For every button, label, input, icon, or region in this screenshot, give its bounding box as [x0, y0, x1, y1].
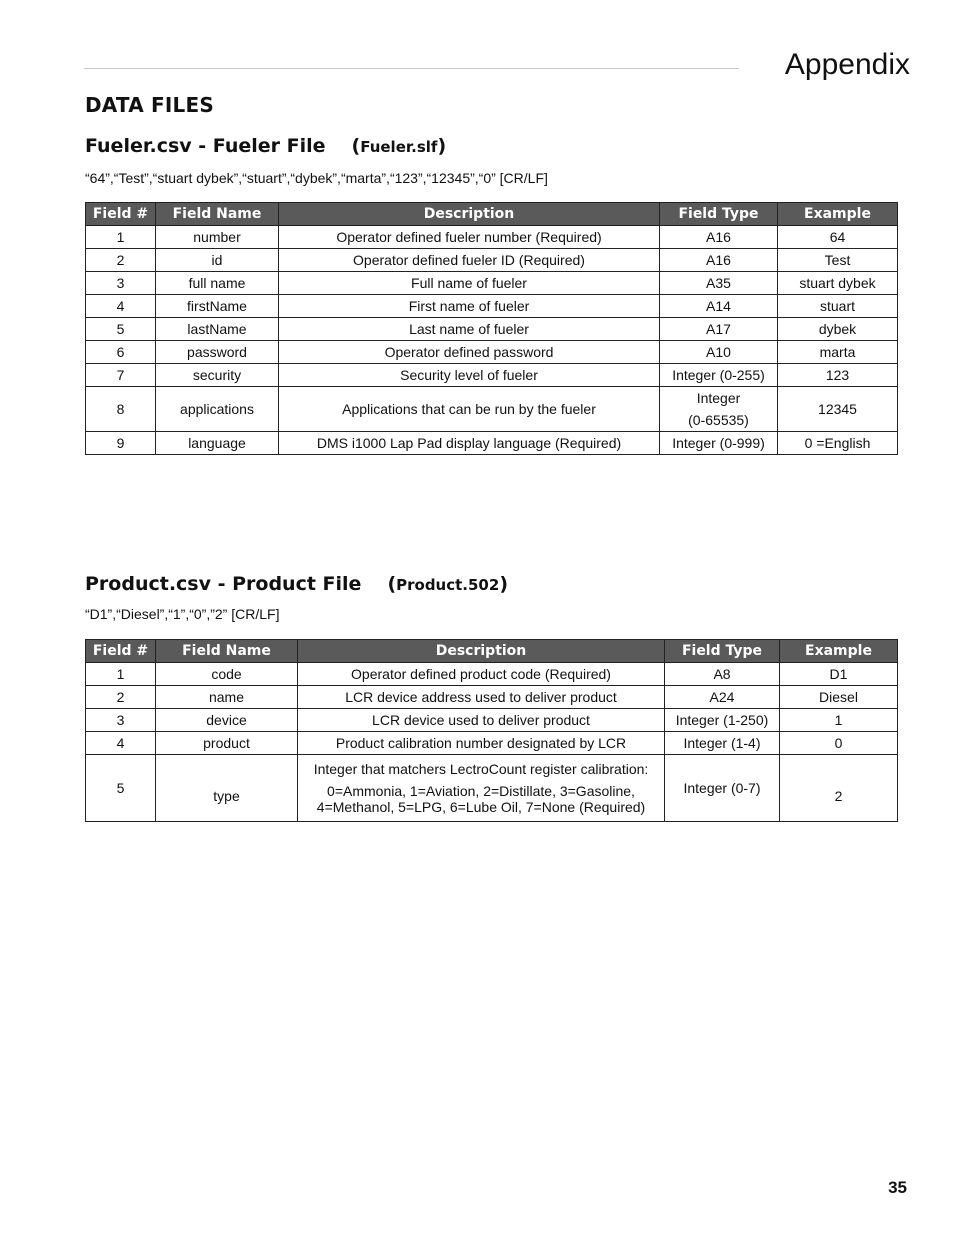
field-name: lastName — [156, 318, 279, 341]
field-type: A24 — [665, 686, 780, 709]
field-description: Operator defined fueler number (Required) — [279, 226, 660, 249]
field-type: Integer (1-250) — [665, 709, 780, 732]
field-type — [660, 387, 778, 432]
field-description — [298, 755, 665, 822]
table-row — [86, 432, 898, 455]
column-header: Field # — [86, 640, 156, 663]
field-example: stuart dybek — [778, 272, 898, 295]
field-number: 1 — [86, 226, 156, 249]
field-number: 3 — [86, 709, 156, 732]
product-sample-record: “D1”,“Diesel”,“1”,“0”,”2” [CR/LF] — [85, 606, 280, 622]
field-example: Diesel — [780, 686, 898, 709]
field-number: 8 — [86, 387, 156, 432]
field-type: Integer (1-4) — [665, 732, 780, 755]
field-description: Operator defined product code (Required) — [298, 663, 665, 686]
table-row — [86, 226, 898, 249]
field-number: 4 — [86, 732, 156, 755]
field-name: name — [156, 686, 298, 709]
field-type: Integer (0-999) — [660, 432, 778, 455]
field-example: stuart — [778, 295, 898, 318]
table-row — [86, 272, 898, 295]
column-header: Description — [279, 203, 660, 226]
field-type: A8 — [665, 663, 780, 686]
field-number: 5 — [86, 755, 156, 822]
table-row — [86, 387, 898, 432]
field-name: number — [156, 226, 279, 249]
field-description-line: 0=Ammonia, 1=Aviation, 2=Distillate, 3=Gasoline, — [327, 783, 635, 799]
field-description: Operator defined fueler ID (Required) — [279, 249, 660, 272]
field-description-line: 4=Methanol, 5=LPG, 6=Lube Oil, 7=None (Required) — [316, 799, 646, 815]
field-description: Full name of fueler — [279, 272, 660, 295]
field-description: Last name of fueler — [279, 318, 660, 341]
fueler-title-text: Fueler.csv - Fueler File — [85, 135, 326, 157]
field-type: A14 — [660, 295, 778, 318]
table-row — [86, 709, 898, 732]
field-type: A17 — [660, 318, 778, 341]
fueler-subtitle: (Fueler.slf) — [351, 135, 447, 157]
field-description-line: Integer that matchers LectroCount register calibration: — [313, 761, 649, 777]
field-example: 64 — [778, 226, 898, 249]
column-header: Example — [778, 203, 898, 226]
field-name: password — [156, 341, 279, 364]
column-header: Field # — [86, 203, 156, 226]
product-title-text: Product.csv - Product File — [85, 573, 362, 595]
fueler-table — [85, 202, 898, 455]
table-header-row — [86, 640, 898, 663]
field-name: language — [156, 432, 279, 455]
field-number: 1 — [86, 663, 156, 686]
field-type-line: (0-65535) — [688, 412, 749, 428]
table-row — [86, 732, 898, 755]
field-type: Integer (0-255) — [660, 364, 778, 387]
column-header: Field Name — [156, 203, 279, 226]
table-header-row — [86, 203, 898, 226]
field-description: LCR device address used to deliver product — [298, 686, 665, 709]
field-name: firstName — [156, 295, 279, 318]
column-header: Field Type — [665, 640, 780, 663]
page-number: 35 — [888, 1178, 907, 1197]
field-number: 6 — [86, 341, 156, 364]
field-example: 0 — [780, 732, 898, 755]
field-name: type — [156, 755, 298, 822]
field-type: A10 — [660, 341, 778, 364]
table-row — [86, 686, 898, 709]
column-header: Field Name — [156, 640, 298, 663]
field-description: First name of fueler — [279, 295, 660, 318]
table-row — [86, 663, 898, 686]
field-number: 5 — [86, 318, 156, 341]
field-name: security — [156, 364, 279, 387]
field-number: 3 — [86, 272, 156, 295]
fueler-file-title — [85, 135, 446, 157]
page-title: Appendix — [784, 48, 910, 81]
field-number: 9 — [86, 432, 156, 455]
table-row — [86, 318, 898, 341]
field-example: 0 =English — [778, 432, 898, 455]
field-description: DMS i1000 Lap Pad display language (Required) — [279, 432, 660, 455]
field-type-line: Integer — [696, 390, 741, 406]
table-row — [86, 364, 898, 387]
column-header: Example — [780, 640, 898, 663]
field-example: 12345 — [778, 387, 898, 432]
field-description: Product calibration number designated by LCR — [298, 732, 665, 755]
field-example: 1 — [780, 709, 898, 732]
field-number: 2 — [86, 686, 156, 709]
field-description: Operator defined password — [279, 341, 660, 364]
table-row — [86, 755, 898, 822]
field-example: marta — [778, 341, 898, 364]
field-number: 7 — [86, 364, 156, 387]
section-title: DATA FILES — [85, 93, 214, 117]
field-example: D1 — [780, 663, 898, 686]
field-description: Applications that can be run by the fueler — [279, 387, 660, 432]
fueler-sample-record: “64”,“Test”,“stuart dybek”,“stuart”,“dybek”,“marta”,“123”,“12345”,“0” [CR/LF] — [85, 170, 548, 186]
field-name: applications — [156, 387, 279, 432]
field-number: 4 — [86, 295, 156, 318]
table-row — [86, 341, 898, 364]
product-table — [85, 639, 898, 822]
column-header: Description — [298, 640, 665, 663]
table-row — [86, 249, 898, 272]
field-description: Security level of fueler — [279, 364, 660, 387]
product-subtitle: (Product.502) — [387, 573, 508, 595]
header-rule — [84, 68, 739, 69]
field-description: LCR device used to deliver product — [298, 709, 665, 732]
field-name: product — [156, 732, 298, 755]
table-row — [86, 295, 898, 318]
column-header: Field Type — [660, 203, 778, 226]
field-number: 2 — [86, 249, 156, 272]
field-type: A35 — [660, 272, 778, 295]
field-type: A16 — [660, 226, 778, 249]
field-example: 2 — [780, 755, 898, 822]
field-example: Test — [778, 249, 898, 272]
field-example: dybek — [778, 318, 898, 341]
field-type: Integer (0-7) — [665, 755, 780, 822]
field-name: id — [156, 249, 279, 272]
product-file-title — [85, 573, 508, 595]
field-name: code — [156, 663, 298, 686]
field-name: full name — [156, 272, 279, 295]
field-example: 123 — [778, 364, 898, 387]
field-name: device — [156, 709, 298, 732]
field-type: A16 — [660, 249, 778, 272]
